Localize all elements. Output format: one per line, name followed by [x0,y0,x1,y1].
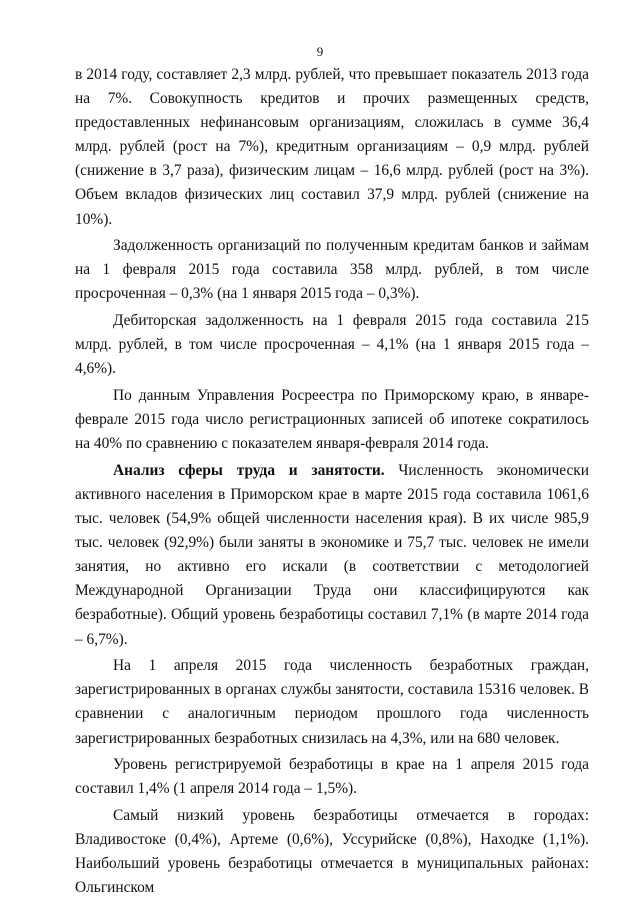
paragraph-labor-text: Численность экономически активного населения в Приморском крае в марте 2015 года составила 1061,6 тыс. человек (54,9% общей численности населения края). В их числе 985,9 тыс. человек (92,9%) были заняты в экономике и 75,7 тыс. человек не имели занятия, но активно его искали (в соответствии с методологией Международной Организации Труда они классифицируются как безработные). Общий уровень безработицы составил 7,1% (в марте 2014 года – 6,7%). [75,461,589,648]
paragraph-registered-unemployed: На 1 апреля 2015 года численность безработных граждан, зарегистрированных в органах службы занятости, составила 15316 человек. В сравнении с аналогичным периодом прошлого года численность зарегистрированных безработных снизилась на 4,3%, или на 680 человек. [75,657,589,747]
section-heading-labor: Анализ сферы труда и занятости. [113,461,385,479]
paragraph-receivables: Дебиторская задолженность на 1 февраля 2015 года составила 215 млрд. рублей, в том числе просроченная – 4,1% (на 1 января 2015 года – 4,6%). [75,312,589,378]
paragraph-unemployment-by-city: Самый низкий уровень безработицы отмечается в городах: Владивостоке (0,4%), Артеме (0,6%), Уссурийске (0,8%), Находке (1,1%). Наибольший уровень безработицы отмечается в муниципальных районах: Ольгинском [75,806,589,897]
paragraph-banking-credits: в 2014 году, составляет 2,3 млрд. рублей, что превышает показатель 2013 года на 7%. Совокупность кредитов и прочих размещенных средств, предоставленных нефинансовым организациям, сложилась в сумме 36,4 млрд. рублей (рост на 7%), кредитным организациям – 0,9 млрд. рублей (снижение в 3,7 раза), физическим лицам – 16,6 млрд. рублей (рост на 3%). Объем вкладов физических лиц составил 37,9 млрд. рублей (снижение на 10%). [75,66,589,228]
document-body [75,63,589,903]
paragraph-organization-debt: Задолженность организаций по полученным кредитам банков и займам на 1 февраля 2015 года составила 358 млрд. рублей, в том числе просроченная – 0,3% (на 1 января 2015 года – 0,3%). [75,237,589,303]
page-number: 9 [316,44,324,59]
paragraph-mortgage-registrations: По данным Управления Росреестра по Приморскому краю, в январе-феврале 2015 года число регистрационных записей об ипотеке сократилось на 40% по сравнению с показателем января-февраля 2014 года. [75,387,589,453]
paragraph-labor-analysis [75,459,589,652]
paragraph-unemployment-level: Уровень регистрируемой безработицы в крае на 1 апреля 2015 года составил 1,4% (1 апреля 2014 года – 1,5%). [75,756,589,798]
